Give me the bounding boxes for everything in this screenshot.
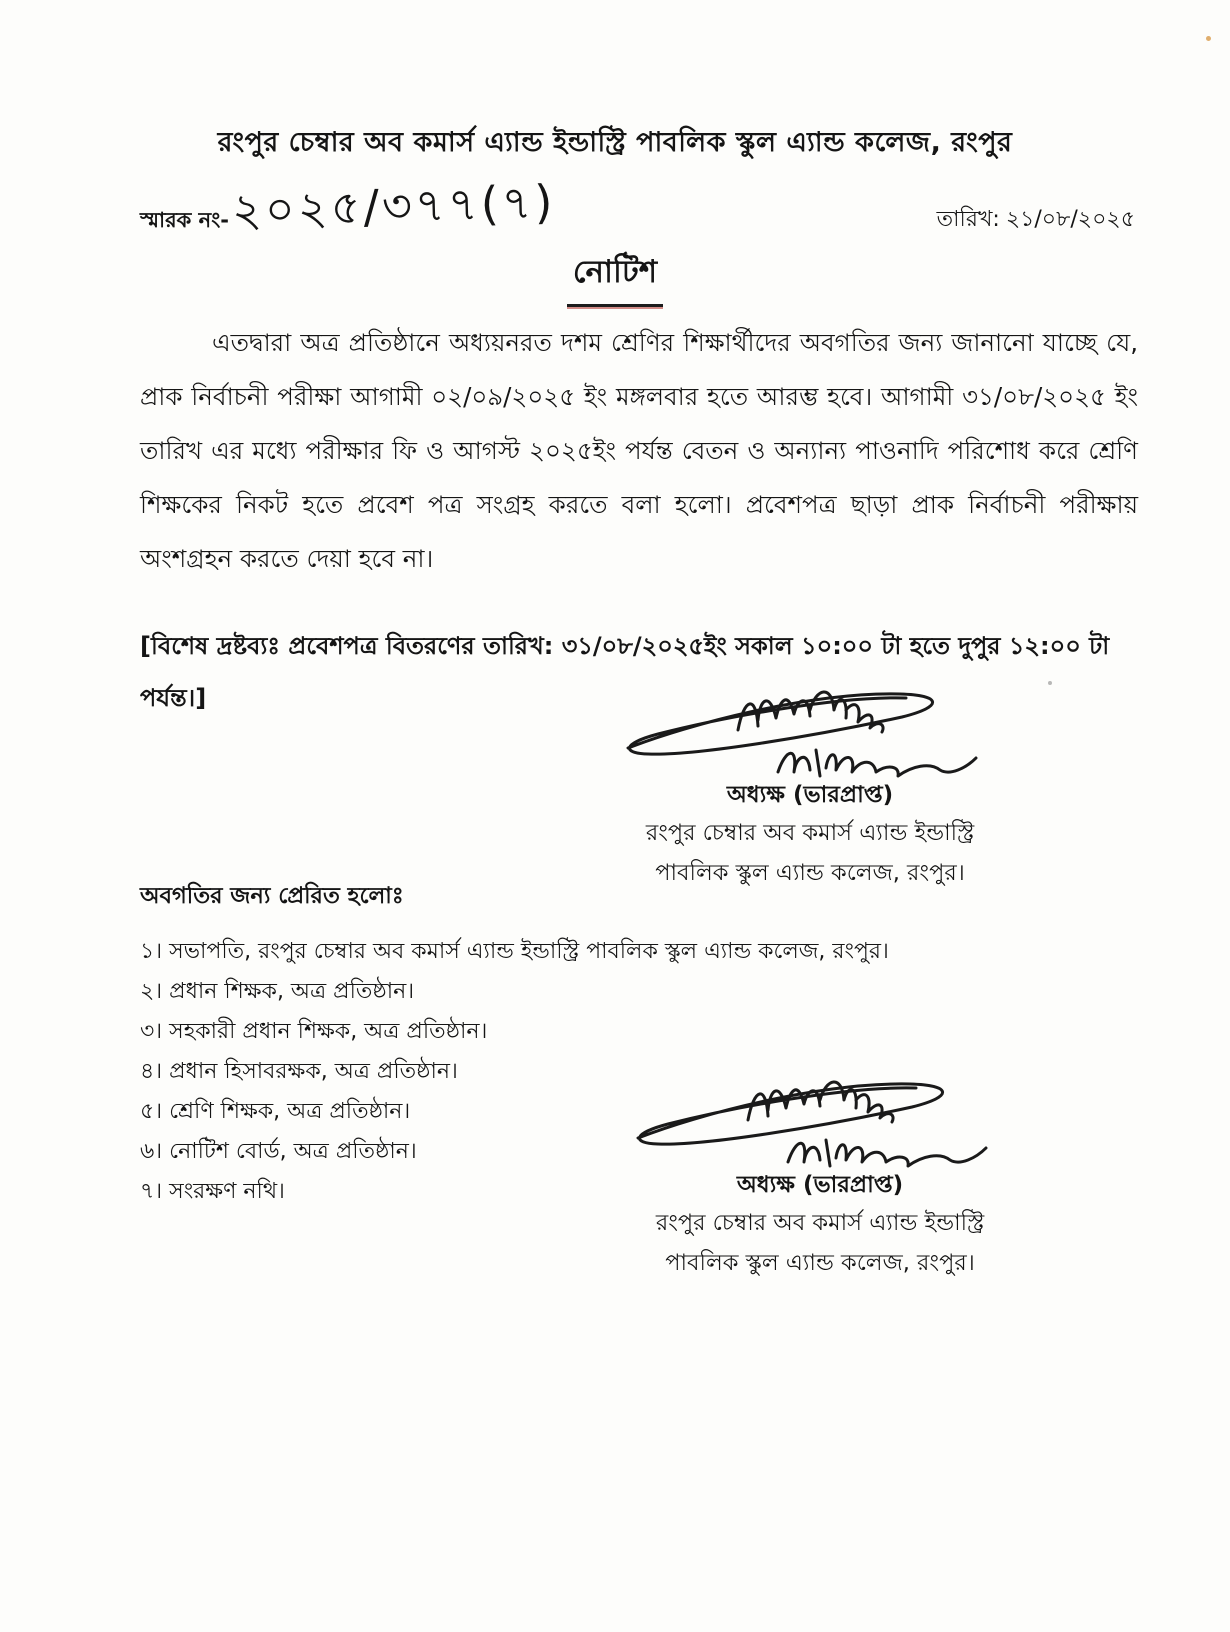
memo-number-handwritten: ২০২৫/৩৭৭(৭) — [231, 174, 557, 238]
distribution-item-3: ৩। সহকারী প্রধান শিক্ষক, অত্র প্রতিষ্ঠান। — [140, 1019, 488, 1044]
distribution-item-7: ৭। সংরক্ষণ নথি। — [140, 1179, 285, 1204]
principal-designation: অধ্যক্ষ (ভারপ্রাপ্ত) — [726, 782, 894, 808]
notice-title-wrap — [0, 248, 1230, 307]
organization-title: রংপুর চেম্বার অব কমার্স এ্যান্ড ইন্ডাস্ট্রি পাবলিক স্কুল এ্যান্ড কলেজ, রংপুর — [217, 127, 1013, 158]
memo-number-label: স্মারক নং- — [140, 208, 229, 232]
notice-title: নোটিশ — [567, 248, 663, 307]
memo-date-row — [140, 174, 1135, 258]
issue-date-value: ২১/০৮/২০২৫ — [1005, 207, 1135, 232]
signature-block-bottom — [585, 1058, 1055, 1283]
issue-date — [937, 202, 1135, 239]
signature-org-line2: পাবলিক স্কুল এ্যান্ড কলেজ, রংপুর। — [655, 860, 965, 886]
distribution-item-4: ৪। প্রধান হিসাবরক্ষক, অত্র প্রতিষ্ঠান। — [140, 1059, 458, 1084]
distribution-item-1: ১। সভাপতি, রংপুর চেম্বার অব কমার্স এ্যান্ড ইন্ডাস্ট্রি পাবলিক স্কুল এ্যান্ড কলেজ, রংপুর। — [140, 939, 889, 964]
signature-org-line2: পাবলিক স্কুল এ্যান্ড কলেজ, রংপুর। — [665, 1250, 975, 1276]
notice-body-paragraph: এতদ্বারা অত্র প্রতিষ্ঠানে অধ্যয়নরত দশম শ্রেণির শিক্ষার্থীদের অবগতির জন্য জানানো যাচ্ছে যে, প্রাক নির্বাচনী পরীক্ষা আগামী ০২/০৯/২০২৫ ইং মঙ্গলবার হতে আরম্ভ হবে। আগামী ৩১/০৮/২০২৫ ইং তারিখ এর মধ্যে পরীক্ষার ফি ও আগস্ট ২০২৫ইং পর্যন্ত বেতন ও অন্যান্য পাওনাদি পরিশোধ করে শ্রেণি শিক্ষকের নিকট হতে প্রবেশ পত্র সংগ্রহ করতে বলা হলো। প্রবেশপত্র ছাড়া প্রাক নির্বাচনী পরীক্ষায় অংশগ্রহন করতে দেয়া হবে না। — [140, 328, 1138, 573]
principal-designation: অধ্যক্ষ (ভারপ্রাপ্ত) — [736, 1172, 904, 1198]
issue-date-label: তারিখ: — [936, 207, 1000, 232]
distribution-item-6: ৬। নোটিশ বোর্ড, অত্র প্রতিষ্ঠান। — [140, 1139, 417, 1164]
distribution-heading: অবগতির জন্য প্রেরিত হলোঃ — [140, 883, 404, 909]
special-note: [বিশেষ দ্রষ্টব্যঃ প্রবেশপত্র বিতরণের তারিখ: ৩১/০৮/২০২৫ইং সকাল ১০:০০ টা হতে দুপুর ১২:০০ টা পর্যন্ত।] — [140, 632, 1110, 712]
distribution-item-2: ২। প্রধান শিক্ষক, অত্র প্রতিষ্ঠান। — [140, 979, 415, 1004]
signature-scribble-icon — [610, 668, 1010, 783]
signature-org-line1: রংপুর চেম্বার অব কমার্স এ্যান্ড ইন্ডাস্ট্রি — [645, 820, 975, 846]
distribution-item-5: ৫। শ্রেণি শিক্ষক, অত্র প্রতিষ্ঠান। — [140, 1099, 411, 1124]
scan-speck — [1206, 36, 1211, 41]
signature-block-top — [575, 668, 1045, 893]
signature-org-line1: রংপুর চেম্বার অব কমার্স এ্যান্ড ইন্ডাস্ট্রি — [655, 1210, 985, 1236]
scan-speck — [1048, 681, 1052, 685]
signature-scribble-icon — [620, 1058, 1020, 1173]
